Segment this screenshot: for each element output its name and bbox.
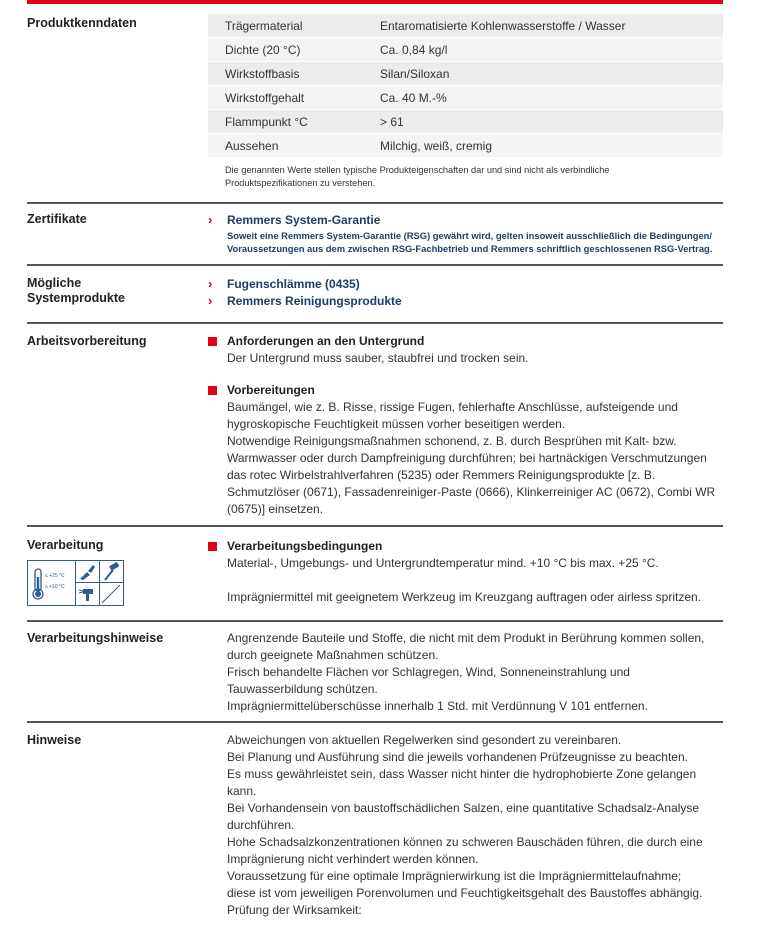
property-value: Entaromatisierte Kohlenwasserstoffe / Wasser (380, 18, 626, 33)
text-line: durchführen. (227, 818, 295, 832)
link-reinigungsprodukte[interactable] (208, 293, 723, 310)
certificates-content (208, 212, 723, 255)
preparation-content (208, 333, 723, 518)
text-line: Warmwasser oder durch Dampfreinigung durchführen; bei hartnäckigen Verschmutzungen (227, 451, 707, 465)
section-label (27, 276, 197, 306)
text-line: Abweichungen von aktuellen Regelwerken sind gesondert zu vereinbaren. (227, 733, 622, 747)
section-divider (27, 264, 723, 266)
property-name: Flammpunkt °C (225, 114, 308, 129)
tools-icon-grid (76, 561, 123, 605)
body-text (208, 732, 723, 919)
section-label: Produktkenndaten (27, 16, 137, 30)
text-line: Bei Planung und Ausführung sind die jeweils vorhandenen Prüfzeugnisse zu beachten. (227, 750, 688, 764)
processing-content (208, 538, 723, 606)
table-row (208, 62, 723, 86)
temperature-icon (28, 561, 76, 605)
property-value: Ca. 40 M.-% (380, 90, 447, 105)
property-value: Silan/Siloxan (380, 66, 450, 81)
table-row (208, 134, 723, 158)
text-line: Angrenzende Bauteile und Stoffe, die nicht mit dem Produkt in Berührung kommen sollen, (227, 631, 705, 645)
text-line: kann. (227, 784, 257, 798)
text-line: Imprägniermittelüberschüsse innerhalb 1 Std. mit Verdünnung V 101 entfernen. (227, 699, 648, 713)
link-fugenschlaemme[interactable] (208, 276, 723, 293)
text-line: das rotec Wirbelstrahlverfahren (5235) oder Remmers Reinigungsprodukte [z. B. (227, 468, 656, 482)
section-divider (27, 525, 723, 527)
system-products-content (208, 276, 723, 310)
svg-text:≤ +25 °C: ≤ +25 °C (44, 573, 65, 579)
subheading-row (208, 538, 723, 555)
body-text (208, 630, 723, 715)
processing-icons (27, 560, 124, 606)
text-line: Baumängel, wie z. B. Risse, rissige Fugen, fehlerhafte Anschlüsse, aufsteigende und (227, 400, 678, 414)
text-line: Prüfung der Wirksamkeit: (227, 903, 362, 917)
property-name: Trägermaterial (225, 18, 303, 33)
table-row (208, 86, 723, 110)
section-divider (27, 322, 723, 324)
subheading-row (208, 382, 723, 399)
description-line: Soweit eine Remmers System-Garantie (RSG) gewährt wird, gelten insoweit ausschließlich die Bedingungen/ (227, 230, 713, 241)
link-label[interactable]: Fugenschlämme (0435) (227, 277, 360, 291)
svg-text:≥ +10 °C: ≥ +10 °C (44, 584, 65, 590)
link-label[interactable]: Remmers Reinigungsprodukte (227, 294, 402, 308)
label-line: Mögliche (27, 276, 82, 290)
text-line: Imprägnierung nicht verhindert werden können. (227, 852, 479, 866)
text-line: Tauwasserbildung schützen. (227, 682, 378, 696)
text-line: Schmutzlöser (0671), Fassadenreiniger-Paste (0666), Klinkerreiniger AC (0672), Combi WR (227, 485, 716, 499)
brush-icon (76, 561, 100, 582)
text-line: durch geeignete Maßnahmen schützen. (227, 648, 439, 662)
body-text (208, 399, 723, 518)
diagonal-empty-icon (100, 583, 124, 605)
subheading: Vorbereitungen (227, 383, 315, 397)
spray-gun-icon (76, 583, 100, 605)
table-row (208, 38, 723, 62)
notes-content (208, 732, 723, 919)
body-text: Imprägniermittel mit geeignetem Werkzeug im Kreuzgang auftragen oder airless spritzen. (227, 590, 701, 604)
property-name: Wirkstoffgehalt (225, 90, 305, 105)
text-line: Voraussetzung für eine optimale Imprägnierwirkung ist die Imprägniermittelaufnahme; (227, 869, 682, 883)
link-system-garantie[interactable] (208, 212, 723, 229)
roller-icon (100, 561, 124, 582)
text-line: Notwendige Reinigungsmaßnahmen schonend, z. B. durch Besprühen mit Kalt- bzw. (227, 434, 677, 448)
subheading: Anforderungen an den Untergrund (227, 334, 425, 348)
subheading: Verarbeitungsbedingungen (227, 539, 383, 553)
section-label: Verarbeitung (27, 538, 104, 552)
section-label: Hinweise (27, 733, 82, 747)
section-divider (27, 721, 723, 723)
text-line: Es muss gewährleistet sein, dass Wasser nicht hinter die hydrophobierte Zone gelangen (227, 767, 697, 781)
description-line: Voraussetzungen aus dem zwischen RSG-Fachbetrieb und Remmers schriftlich geschlossenen RSG-Vertrag. (227, 243, 713, 254)
property-value: > 61 (380, 114, 404, 129)
text-line: Frisch behandelte Flächen vor Schlagregen, Wind, Sonneneinstrahlung und (227, 665, 630, 679)
table-row (208, 14, 723, 38)
label-line: Systemprodukte (27, 291, 125, 305)
red-square-bullet-icon (208, 337, 217, 346)
red-square-bullet-icon (208, 542, 217, 551)
processing-notes-content (208, 630, 723, 715)
note-line: Die genannten Werte stellen typische Produkteigenschaften dar und sind nicht als verbindliche (225, 165, 610, 175)
properties-table (208, 14, 723, 190)
top-accent-rule (27, 0, 723, 4)
text-line: diese ist vom jeweiligen Porenvolumen und Feuchtigkeitsgehalt des Baustoffes abhängig. (227, 886, 703, 900)
section-label: Arbeitsvorbereitung (27, 334, 147, 348)
body-text: Der Untergrund muss sauber, staubfrei und trocken sein. (227, 351, 529, 365)
subheading-row (208, 333, 723, 350)
chevron-right-icon: › (208, 212, 213, 227)
property-value: Milchig, weiß, cremig (380, 138, 493, 153)
chevron-right-icon: › (208, 293, 213, 308)
text-line: hygroskopische Feuchtigkeit müssen vorher beseitigen werden. (227, 417, 566, 431)
text-line: (0675)] einsetzen. (227, 502, 324, 516)
property-name: Dichte (20 °C) (225, 42, 301, 57)
properties-note (208, 164, 708, 190)
red-square-bullet-icon (208, 386, 217, 395)
chevron-right-icon: › (208, 276, 213, 291)
section-divider (27, 620, 723, 622)
link-label[interactable]: Remmers System-Garantie (227, 213, 381, 227)
body-text: Material-, Umgebungs- und Untergrundtemperatur mind. +10 °C bis max. +25 °C. (227, 556, 659, 570)
text-line: Hohe Schadsalzkonzentrationen können zu schweren Bauschäden führen, die durch eine (227, 835, 703, 849)
section-divider (27, 202, 723, 204)
text-line: Bei Vorhandensein von baustoffschädlichen Salzen, eine quantitative Schadsalz-Analyse (227, 801, 700, 815)
property-name: Wirkstoffbasis (225, 66, 300, 81)
note-line: Produktspezifikationen zu verstehen. (225, 178, 376, 188)
property-value: Ca. 0,84 kg/l (380, 42, 448, 57)
section-label: Zertifikate (27, 212, 87, 226)
table-row (208, 110, 723, 134)
property-name: Aussehen (225, 138, 279, 153)
section-label: Verarbeitungshinweise (27, 631, 164, 645)
certificate-description (208, 229, 723, 255)
